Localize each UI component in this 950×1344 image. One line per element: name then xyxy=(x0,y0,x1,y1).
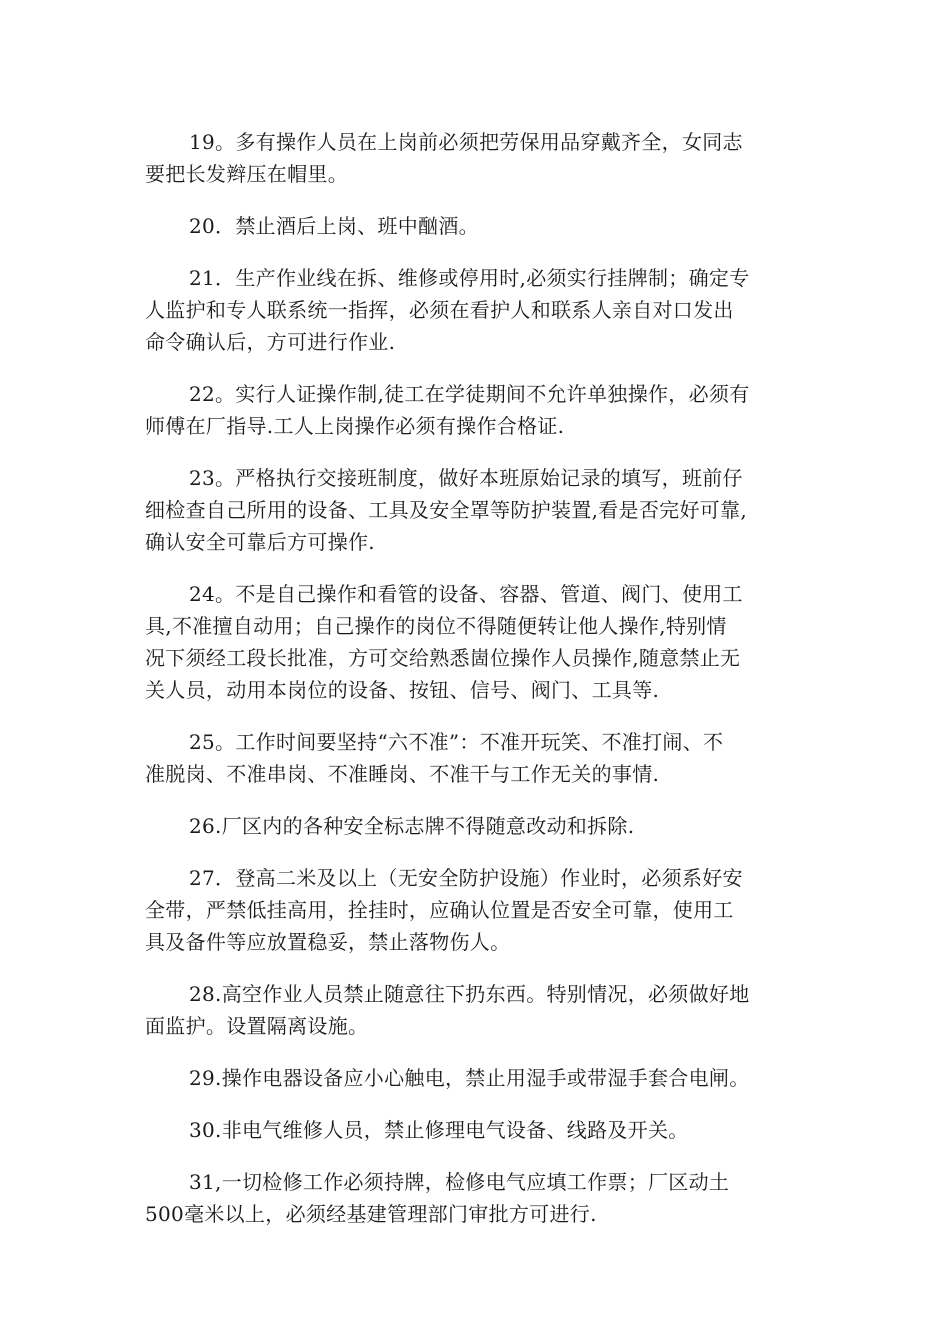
paragraph-line: 关人员，动用本岗位的设备、按钮、信号、阀门、工具等. xyxy=(145,678,660,702)
paragraph-line: 28.高空作业人员禁止随意往下扔东西。特别情况，必须做好地 xyxy=(189,982,750,1006)
paragraph-line: 准脱岗、不准串岗、不准睡岗、不准干与工作无关的事情. xyxy=(145,762,660,786)
rule-paragraph xyxy=(145,210,815,242)
document-body xyxy=(145,126,815,1250)
paragraph-line: 具,不准擅自动用；自己操作的岗位不得随便转让他人操作,特别情 xyxy=(145,614,727,638)
paragraph-line: 29.操作电器设备应小心触电，禁止用湿手或带湿手套合电闸。 xyxy=(189,1066,750,1090)
paragraph-line: 要把长发辫压在帽里。 xyxy=(145,162,348,186)
rule-paragraph xyxy=(145,1114,815,1146)
paragraph-line: 确认安全可靠后方可操作. xyxy=(145,530,375,554)
paragraph-line: 22。实行人证操作制,徒工在学徒期间不允许单独操作，必须有 xyxy=(189,382,750,406)
rule-paragraph xyxy=(145,1166,815,1230)
rule-paragraph xyxy=(145,862,815,958)
rule-paragraph xyxy=(145,462,815,558)
paragraph-line: 况下须经工段长批准，方可交给熟悉崮位操作人员操作,随意禁止无 xyxy=(145,646,741,670)
paragraph-line: 21．生产作业线在拆、维修或停用时,必须实行挂牌制；确定专 xyxy=(189,266,750,290)
rule-paragraph xyxy=(145,378,815,442)
rule-paragraph xyxy=(145,810,815,842)
rule-paragraph xyxy=(145,578,815,706)
paragraph-line: 师傅在厂指导.工人上岗操作必须有操作合格证. xyxy=(145,414,565,438)
paragraph-line: 31,一切检修工作必须持牌，检修电气应填工作票；厂区动土 xyxy=(189,1170,730,1194)
paragraph-line: 26.厂区内的各种安全标志牌不得随意改动和拆除. xyxy=(189,814,635,838)
paragraph-line: 25。工作时间要坚持“六不准”：不准开玩笑、不准打闹、不 xyxy=(189,730,724,754)
paragraph-line: 19。多有操作人员在上岗前必须把劳保用品穿戴齐全，女同志 xyxy=(189,130,743,154)
rule-paragraph xyxy=(145,726,815,790)
paragraph-line: 细检查自己所用的设备、工具及安全罩等防护装置,看是否完好可靠, xyxy=(145,498,748,522)
rule-paragraph xyxy=(145,126,815,190)
paragraph-line: 具及备件等应放置稳妥，禁止落物伤人。 xyxy=(145,930,511,954)
paragraph-line: 命令确认后，方可进行作业. xyxy=(145,330,396,354)
paragraph-line: 30.非电气维修人员，禁止修理电气设备、线路及开关。 xyxy=(189,1118,689,1142)
paragraph-line: 面监护。设置隔离设施。 xyxy=(145,1014,369,1038)
paragraph-line: 23。严格执行交接班制度，做好本班原始记录的填写，班前仔 xyxy=(189,466,743,490)
rule-paragraph xyxy=(145,978,815,1042)
paragraph-line: 27．登高二米及以上（无安全防护设施）作业时，必须系好安 xyxy=(189,866,743,890)
rule-paragraph xyxy=(145,1062,815,1094)
paragraph-line: 人监护和专人联系统一指挥，必须在看护人和联系人亲自对口发出 xyxy=(145,298,734,322)
paragraph-line: 全带，严禁低挂高用，拴挂时，应确认位置是否安全可靠，使用工 xyxy=(145,898,734,922)
paragraph-line: 500毫米以上，必须经基建管理部门审批方可进行. xyxy=(145,1202,597,1226)
paragraph-line: 20．禁止酒后上岗、班中酗酒。 xyxy=(189,214,479,238)
paragraph-line: 24。不是自己操作和看管的设备、容器、管道、阀门、使用工 xyxy=(189,582,743,606)
rule-paragraph xyxy=(145,262,815,358)
